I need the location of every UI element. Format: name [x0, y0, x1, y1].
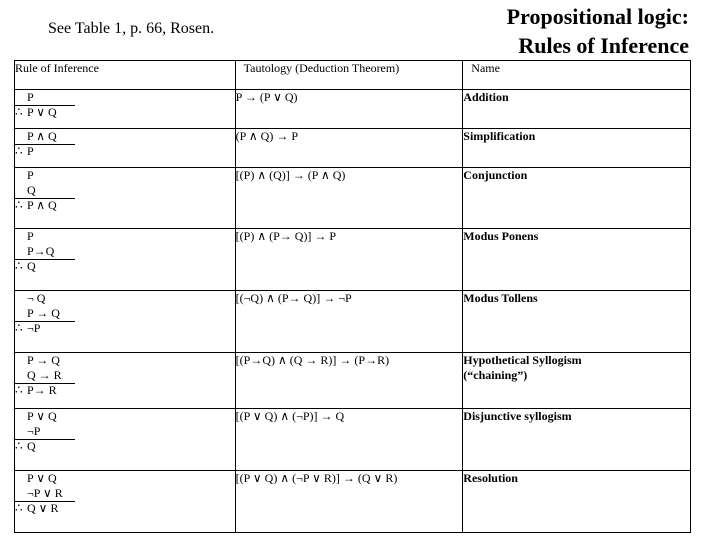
premise: P ∧ Q [15, 129, 75, 145]
slide-title [507, 2, 689, 60]
therefore-symbol: ∴ [15, 198, 23, 212]
premise: Q → R [15, 368, 75, 384]
table-row [15, 291, 691, 353]
rule-name: Modus Ponens [463, 229, 539, 243]
header-name: Name [463, 61, 691, 90]
conclusion: Q [27, 439, 36, 453]
rule-cell [15, 471, 236, 533]
conclusion: P ∧ Q [27, 198, 57, 212]
tautology-cell: (P ∧ Q) → P [235, 129, 463, 168]
rule-name-cell [463, 291, 691, 353]
rule-cell [15, 129, 236, 168]
tautology-cell: [(¬Q) ∧ (P→ Q)] → ¬P [235, 291, 463, 353]
table-row [15, 90, 691, 129]
conclusion: P ∨ Q [27, 105, 57, 119]
table-header-row [15, 61, 691, 90]
header-rule-of-inference: Rule of Inference [15, 61, 236, 90]
conclusion: Q ∨ R [27, 501, 59, 515]
table-row [15, 168, 691, 229]
premise: ¬P [15, 424, 75, 440]
title-line-2: Rules of Inference [518, 33, 689, 58]
premise: P→Q [15, 244, 75, 260]
conclusion: P→ R [27, 383, 57, 397]
rules-table [14, 60, 691, 533]
rule-cell [15, 168, 236, 229]
tautology-cell: [(P) ∧ (Q)] → (P ∧ Q) [235, 168, 463, 229]
rule-cell [15, 229, 236, 291]
rule-name: (“chaining”) [463, 368, 528, 382]
tautology-cell: P → (P ∨ Q) [235, 90, 463, 129]
premise: P ∨ Q [27, 409, 57, 423]
therefore-symbol: ∴ [15, 144, 23, 158]
therefore-symbol: ∴ [15, 105, 23, 119]
therefore-symbol: ∴ [15, 439, 23, 453]
table-row [15, 129, 691, 168]
reference-note: See Table 1, p. 66, Rosen. [48, 20, 215, 37]
rule-name-cell [463, 129, 691, 168]
rule-cell [15, 291, 236, 353]
therefore-symbol: ∴ [15, 383, 23, 397]
table-row [15, 353, 691, 409]
tautology-cell: [(P ∨ Q) ∧ (¬P ∨ R)] → (Q ∨ R) [235, 471, 463, 533]
rule-name-cell [463, 353, 691, 409]
rule-name-cell [463, 168, 691, 229]
rule-name-cell [463, 409, 691, 471]
header-tautology: Tautology (Deduction Theorem) [235, 61, 463, 90]
tautology-cell: [(P ∨ Q) ∧ (¬P)] → Q [235, 409, 463, 471]
premise: P ∨ Q [27, 471, 57, 485]
premise: P [15, 90, 75, 106]
tautology-cell: [(P→Q) ∧ (Q → R)] → (P→R) [235, 353, 463, 409]
table-row [15, 471, 691, 533]
rule-name-cell [463, 229, 691, 291]
conclusion: ¬P [27, 321, 41, 335]
conclusion: P [27, 144, 34, 158]
rule-cell [15, 409, 236, 471]
premise: P → Q [15, 306, 75, 322]
conclusion: Q [27, 259, 36, 273]
rule-name: Disjunctive syllogism [463, 409, 572, 423]
rule-name: Modus Tollens [463, 291, 538, 305]
rule-cell [15, 353, 236, 409]
therefore-symbol: ∴ [15, 259, 23, 273]
premise: Q [15, 183, 75, 199]
rule-name: Resolution [463, 471, 518, 485]
therefore-symbol: ∴ [15, 321, 23, 335]
title-line-1: Propositional logic: [506, 4, 689, 29]
rule-cell [15, 90, 236, 129]
rule-name: Addition [463, 90, 509, 104]
premise: ¬P ∨ R [15, 486, 75, 502]
premise: P → Q [27, 353, 60, 367]
tautology-cell: [(P) ∧ (P→ Q)] → P [235, 229, 463, 291]
rule-name-cell [463, 471, 691, 533]
premise: P [27, 229, 34, 243]
rule-name: Simplification [463, 129, 536, 143]
rule-name: Conjunction [463, 168, 528, 182]
premise: ¬ Q [27, 291, 46, 305]
table-row [15, 229, 691, 291]
therefore-symbol: ∴ [15, 501, 23, 515]
table-row [15, 409, 691, 471]
rule-name: Hypothetical Syllogism [463, 353, 582, 367]
rule-name-cell [463, 90, 691, 129]
premise: P [27, 168, 34, 182]
